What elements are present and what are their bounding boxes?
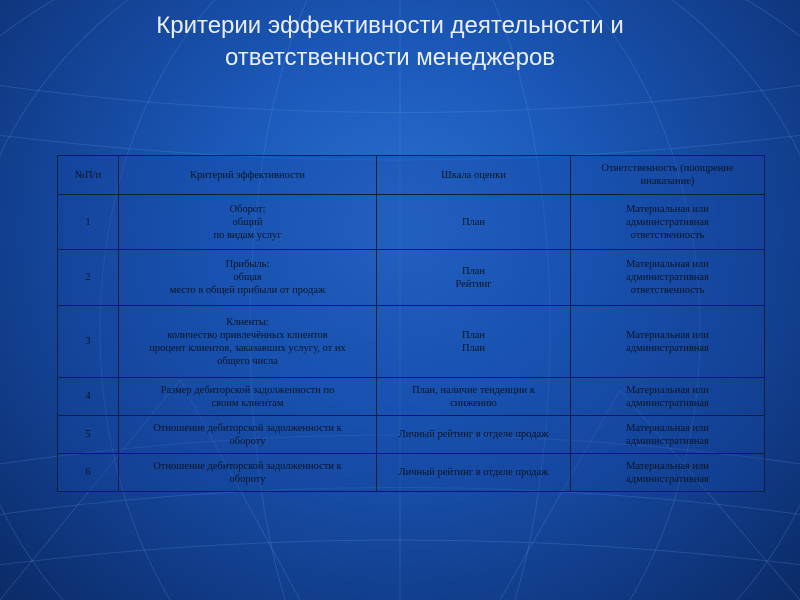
table-row bbox=[58, 195, 765, 250]
cell-line: П/п bbox=[84, 169, 102, 181]
table-row bbox=[58, 416, 765, 454]
cell-scale bbox=[377, 378, 571, 416]
cell-line: Материальная или bbox=[626, 460, 709, 472]
criteria-table-container bbox=[57, 155, 764, 492]
table-row bbox=[58, 454, 765, 492]
cell-line: Материальная или bbox=[626, 384, 709, 396]
cell-line: План bbox=[461, 342, 486, 354]
cell-line: Размер дебиторской задолженности по bbox=[160, 384, 335, 396]
cell-line: ответственность bbox=[630, 285, 705, 296]
cell-scale bbox=[377, 454, 571, 492]
cell-line: процент клиентов, заказавших услугу, от их bbox=[149, 342, 346, 354]
cell-number: 5 bbox=[58, 416, 119, 454]
cell-responsibility bbox=[571, 454, 765, 492]
cell-criterion bbox=[119, 195, 377, 250]
cell-line: Личный рейтинг в отделе продаж bbox=[398, 429, 549, 440]
cell-line: Шкала оценки bbox=[441, 169, 506, 181]
cell-line: Отношение дебиторской задолженности к bbox=[153, 460, 342, 472]
cell-line: по видам услуг bbox=[213, 229, 282, 241]
cell-line: № bbox=[74, 169, 85, 181]
header-responsibility bbox=[571, 156, 765, 195]
cell-criterion bbox=[119, 416, 377, 454]
cell-line: общего числа bbox=[217, 355, 278, 367]
header-scale bbox=[377, 156, 571, 195]
slide-title-line1: Критерии эффективности деятельности и bbox=[156, 12, 624, 39]
cell-line: Отношение дебиторской задолженности к bbox=[153, 422, 342, 434]
cell-responsibility bbox=[571, 250, 765, 306]
cell-line: административная bbox=[626, 216, 709, 228]
cell-line: своим клиентам bbox=[211, 397, 284, 409]
cell-scale bbox=[377, 250, 571, 306]
cell-line: Ответственность (поощрение и bbox=[601, 163, 734, 187]
table-body bbox=[58, 195, 765, 492]
cell-line: Прибыль: bbox=[225, 259, 270, 270]
cell-line: обороту bbox=[229, 435, 266, 447]
cell-line: Материальная или bbox=[626, 422, 709, 434]
criteria-table bbox=[57, 155, 765, 492]
cell-line: План bbox=[461, 216, 486, 228]
cell-line: Материальная или bbox=[626, 329, 709, 341]
header-number bbox=[58, 156, 119, 195]
cell-line: общий bbox=[232, 216, 263, 228]
cell-scale bbox=[377, 416, 571, 454]
cell-criterion bbox=[119, 378, 377, 416]
cell-line: общая bbox=[233, 272, 262, 283]
cell-scale bbox=[377, 306, 571, 378]
cell-line: Оборот: bbox=[229, 203, 266, 215]
cell-number: 1 bbox=[58, 195, 119, 250]
cell-number: 3 bbox=[58, 306, 119, 378]
slide-title-line2: ответственности менеджеров bbox=[224, 44, 556, 71]
cell-criterion bbox=[119, 250, 377, 306]
cell-line: План, наличие тенденции к bbox=[412, 384, 535, 396]
cell-line: ответственность bbox=[630, 229, 705, 241]
cell-responsibility bbox=[571, 306, 765, 378]
cell-line: административная bbox=[626, 272, 709, 283]
table-row bbox=[58, 378, 765, 416]
cell-responsibility bbox=[571, 378, 765, 416]
cell-number: 4 bbox=[58, 378, 119, 416]
cell-line: Материальная или bbox=[626, 203, 709, 215]
cell-line: место в общей прибыли от продаж bbox=[169, 285, 326, 296]
cell-line: План bbox=[461, 329, 486, 341]
cell-line: административная bbox=[626, 397, 709, 409]
cell-line: количество привлечённых клиентов bbox=[167, 329, 328, 341]
cell-line: Материальная или bbox=[626, 259, 709, 270]
cell-line: План bbox=[461, 265, 486, 277]
cell-number: 6 bbox=[58, 454, 119, 492]
cell-number: 2 bbox=[58, 250, 119, 306]
header-criterion bbox=[119, 156, 377, 195]
cell-line: Личный рейтинг в отделе продаж bbox=[398, 467, 549, 478]
cell-line: Критерий эффективности bbox=[189, 169, 305, 181]
table-row bbox=[58, 306, 765, 378]
cell-line: наказание) bbox=[646, 176, 695, 187]
cell-line: обороту bbox=[229, 473, 266, 485]
table-row bbox=[58, 250, 765, 306]
slide-title bbox=[0, 10, 780, 74]
table-header-row bbox=[58, 156, 765, 195]
cell-line: административная bbox=[626, 435, 709, 447]
cell-line: административная bbox=[626, 473, 709, 485]
cell-line: снижению bbox=[450, 397, 497, 409]
cell-criterion bbox=[119, 306, 377, 378]
cell-responsibility bbox=[571, 416, 765, 454]
cell-line: административная bbox=[626, 342, 709, 354]
cell-scale bbox=[377, 195, 571, 250]
cell-line: Клиенты: bbox=[226, 316, 269, 328]
cell-line: Рейтинг bbox=[455, 278, 492, 290]
cell-responsibility bbox=[571, 195, 765, 250]
cell-criterion bbox=[119, 454, 377, 492]
